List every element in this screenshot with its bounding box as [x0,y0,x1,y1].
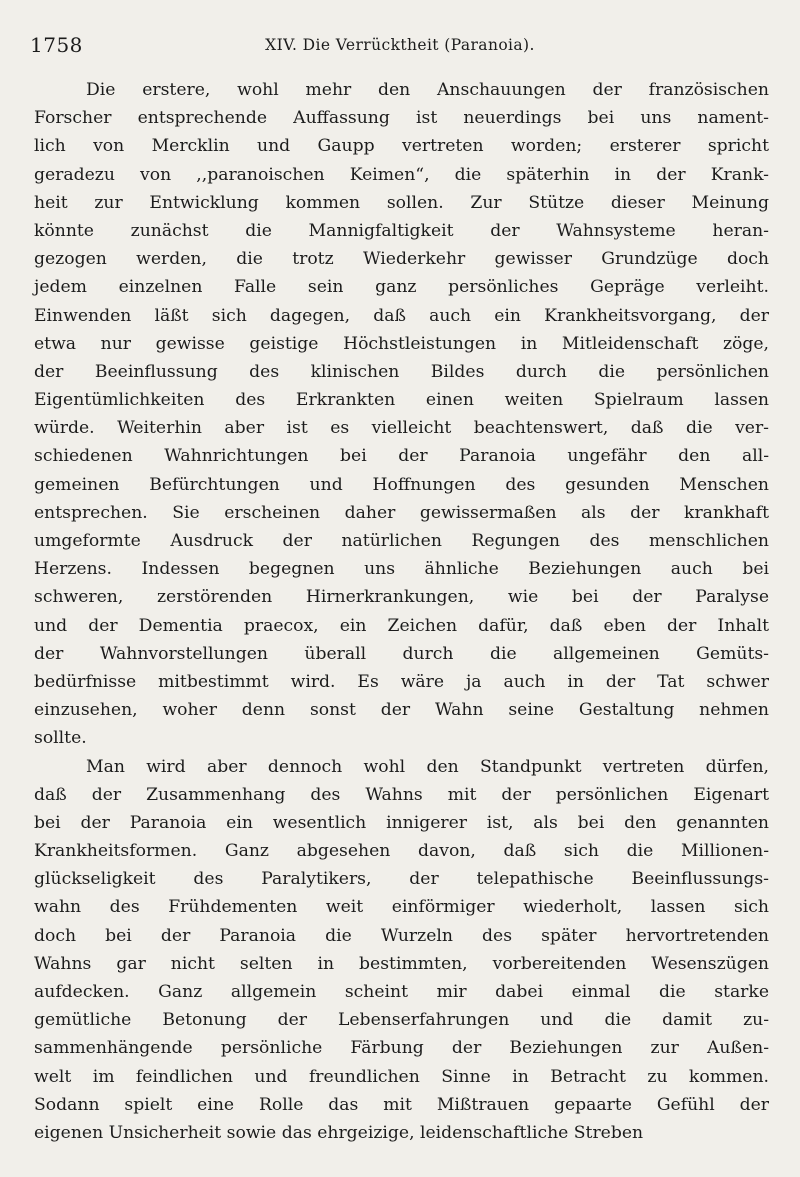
text-line: aufdecken. Ganz allgemein scheint mir dabei einmal die starke [34,982,769,1002]
text-line: könnte zunächst die Mannigfaltigkeit der Wahnsysteme heran- [34,220,769,241]
text-line: der Beeinflussung des klinischen Bildes durch die persönlichen [34,361,769,382]
text-line: Einwenden läßt sich dagegen, daß auch ein Krankheitsvorgang, der [34,305,769,326]
text-line: etwa nur gewisse geistige Höchstleistungen in Mitleidenschaft zöge, [34,333,769,354]
text-line: Forscher entsprechende Auffassung ist neuerdings bei uns nament- [34,108,769,129]
text-line: wahn des Frühdementen weit einförmiger wiederholt, lassen sich [34,897,769,918]
text-line: gemeinen Befürchtungen und Hoffnungen des gesunden Menschen [34,474,769,495]
text-line: der Wahnvorstellungen überall durch die allgemeinen Gemüts- [34,643,769,664]
running-head: XIV. Die Verrücktheit (Paranoia). [265,36,535,54]
text-line: Sodann spielt eine Rolle das mit Mißtrauen gepaarte Gefühl der [34,1094,769,1115]
text-line: gezogen werden, die trotz Wiederkehr gewisser Grundzüge doch [34,249,769,270]
text-line: bei der Paranoia ein wesentlich innigerer ist, als bei den genannten [34,812,769,833]
text-line: lich von Mercklin und Gaupp vertreten worden; ersterer spricht [34,136,769,157]
page-number: 1758 [30,33,83,57]
text-line: umgeformte Ausdruck der natürlichen Regungen des menschlichen [34,531,769,551]
text-line: und der Dementia praecox, ein Zeichen dafür, daß eben der Inhalt [34,615,769,636]
text-line: Die erstere, wohl mehr den Anschauungen der französischen [86,80,769,100]
text-line: heit zur Entwicklung kommen sollen. Zur Stütze dieser Meinung [34,192,769,213]
text-line: einzusehen, woher denn sonst der Wahn seine Gestaltung nehmen [34,700,769,721]
text-line: würde. Weiterhin aber ist es vielleicht beachtenswert, daß die ver- [34,418,769,439]
text-line: gemütliche Betonung der Lebenserfahrungen und die damit zu- [34,1010,769,1031]
text-line: bedürfnisse mitbestimmt wird. Es wäre ja auch in der Tat schwer [34,671,769,692]
text-line: Eigentümlichkeiten des Erkrankten einen weiten Spielraum lassen [34,390,769,411]
paragraph [34,753,769,1148]
text-line: jedem einzelnen Falle sein ganz persönliches Gepräge verleiht. [34,277,769,298]
text-line: welt im feindlichen und freundlichen Sinne in Betracht zu kommen. [34,1066,769,1087]
text-line: sammenhängende persönliche Färbung der Beziehungen zur Außen- [34,1038,769,1059]
text-line: glückseligkeit des Paralytikers, der telepathische Beeinflussungs- [34,869,769,890]
text-line: entsprechen. Sie erscheinen daher gewissermaßen als der krankhaft [34,502,769,523]
text-line: doch bei der Paranoia die Wurzeln des später hervortretenden [34,925,769,946]
text-line: daß der Zusammenhang des Wahns mit der persönlichen Eigenart [34,784,769,805]
paragraph [34,76,769,753]
text-line: Man wird aber dennoch wohl den Standpunkt vertreten dürfen, [86,756,769,777]
text-line: geradezu von ,,paranoischen Keimen“, die späterhin in der Krank- [34,164,769,185]
text-line: schiedenen Wahnrichtungen bei der Paranoia ungefähr den all- [34,446,769,467]
text-line: schweren, zerstörenden Hirnerkrankungen, wie bei der Paralyse [34,587,769,608]
text-line: eigenen Unsicherheit sowie das ehrgeizige, leidenschaftliche Streben [34,1122,644,1143]
text-line: sollte. [34,728,87,749]
text-line: Herzens. Indessen begegnen uns ähnliche Beziehungen auch bei [34,559,769,580]
text-line: Wahns gar nicht selten in bestimmten, vorbereitenden Wesenszügen [34,953,769,974]
body-text [34,76,769,1147]
text-line: Krankheitsformen. Ganz abgesehen davon, daß sich die Millionen- [34,841,769,862]
